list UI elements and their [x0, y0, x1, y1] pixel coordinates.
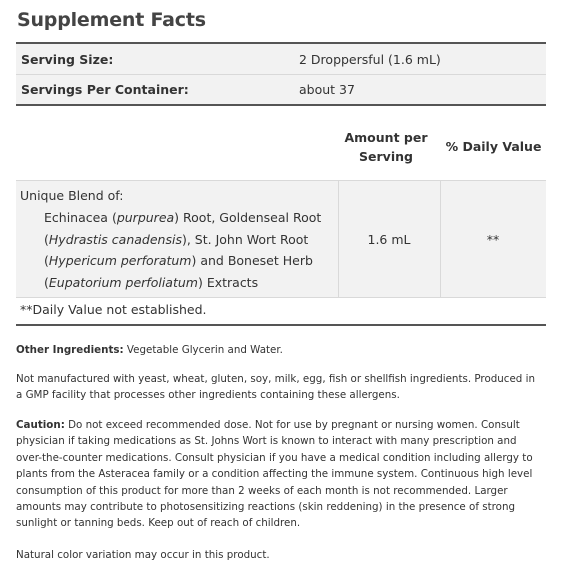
amount-header-line2: Serving	[359, 149, 413, 164]
servings-per-container-label: Servings Per Container:	[21, 82, 189, 97]
ingredient-line: (Hypericum perforatum) and Boneset Herb	[44, 253, 313, 268]
other-ingredients	[16, 342, 541, 358]
ingredient-line: Echinacea (purpurea) Root, Goldenseal Root	[44, 210, 322, 225]
bottom-rule	[16, 324, 546, 326]
servings-per-container-value: about 37	[299, 82, 355, 97]
caution-text: Do not exceed recommended dose. Not for use by pregnant or nursing women. Consult physician if taking medications as St. Johns Wort is known to interact with many prescription and over-the-counter medications. Consult physician if you have a medical condition including allergy to plants from the Asteracea family or a condition affecting the immune system. Continuous high level consumption of this product for more than 2 weeks of each month is not recommended. Larger amounts may contribute to photosensitizing reactions (skin reddening) in the presence of strong sunlight or tanning beds. Keep out of reach of children.	[16, 419, 533, 530]
amount-header-line1: Amount per	[344, 130, 428, 145]
daily-value-footnote: **Daily Value not established.	[20, 302, 207, 317]
color-variation-note: Natural color variation may occur in this product.	[16, 549, 270, 561]
manufacturing-note: Not manufactured with yeast, wheat, gluten, soy, milk, egg, fish or shellfish ingredients. Produced in a GMP facility that processes other ingredients containing these allergens.	[16, 373, 535, 402]
ingredient-line: (Hydrastis canadensis), St. John Wort Root	[44, 231, 309, 247]
page-title: Supplement Facts	[17, 9, 206, 31]
amount-per-serving-header	[338, 128, 434, 166]
blend-amount: 1.6 mL	[367, 232, 411, 247]
serving-size-value: 2 Droppersful (1.6 mL)	[299, 51, 441, 67]
blend-heading: Unique Blend of:	[20, 188, 124, 203]
other-ingredients-label: Other Ingredients:	[16, 344, 124, 356]
other-ingredients-text: Vegetable Glycerin and Water.	[123, 344, 283, 356]
serving-size-label: Serving Size:	[21, 51, 114, 67]
daily-value-header: % Daily Value	[445, 139, 542, 154]
ingredient-line: (Eupatorium perfoliatum) Extracts	[44, 274, 259, 290]
column-header-row	[16, 126, 546, 180]
blend-ingredients	[44, 207, 334, 293]
supplement-facts-table	[16, 42, 546, 326]
caution-label: Caution:	[16, 419, 65, 431]
blend-row	[16, 181, 546, 297]
caution-note	[16, 417, 541, 532]
servings-per-container-row	[16, 75, 546, 104]
serving-size-row	[16, 44, 546, 74]
blend-daily-value: **	[486, 232, 500, 247]
